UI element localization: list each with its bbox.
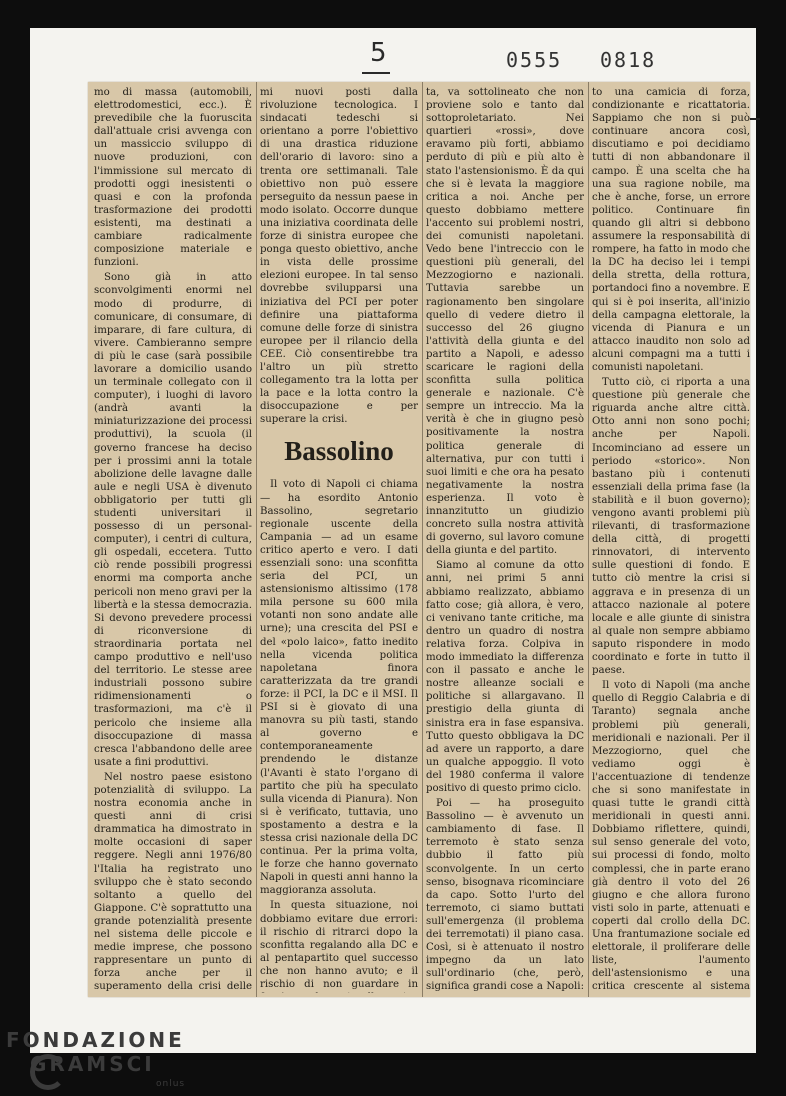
pencil-mark [750,118,760,120]
column-divider [422,82,423,997]
paragraph: Siamo al comune da otto anni, nei primi 5 anni abbiamo realizzato, abbiamo fatto cose; già allora, è vero, ci venivano tante critiche, ma dentro un quadro di nostra relativa forza. Colpiva in modo immediato la differenza con il passato e anche le nostre alleanze sociali e politiche si allargavano. Il prestigio della giunta di sinistra era in fase espansiva. Tutto questo obbligava la DC ad avere un rapporto, a dare un qualche appoggio. Il voto del 1980 conferma il valore positivo di questo primo ciclo. [426,560,584,794]
paragraph: Il voto di Napoli (ma anche quello di Reggio Calabria e di Taranto) segnala anche problemi più generali, meridionali e nazionali. Per il Mezzogiorno, quel che vediamo oggi è l'accentuazione di tendenze che si sono manifestate in quasi tutte le grandi città meridionali in questi anni. Dobbiamo riflettere, quindi, sul senso generale del voto, sui processi di fondo, molto complessi, che in parte erano già dentro il voto del 26 giugno e che allora furono visti solo in parte, attenuati e coperti dal crollo della DC. Una frantumazione sociale ed elettorale, il proliferare delle liste, l'aumento dell'astensionismo e una critica crescente al sistema [592,680,750,993]
paragraph: Tutto ciò, ci riporta a una questione più generale che riguarda anche altre città. Otto anni non sono pochi; anche per Napoli. Incominciano ad essere un periodo «storico». Non bastano più i contenuti essenziali della prima fase (la stabilità e il buon governo); vengono avanti problemi più rilevanti, di trasformazione della città, di progetti rinnovatori, di intervento sulle questioni di fondo. E tutto ciò mentre la crisi si aggrava e in presenza di un attacco nazionale al potere locale e alle giunte di sinistra al quale non sempre abbiamo saputo rispondere in modo coordinato e forte in tutto il paese. [592,377,750,677]
paragraph: mo di massa (automobili, elettrodomestici, ecc.). È prevedibile che la fuoruscita dall'attuale crisi avvenga con un massiccio sviluppo di nuove produzioni, con l'immissione sul mercato di prodotti oggi inesistenti o quasi e con la profonda trasformazione dei prodotti esistenti, ma destinati a cambiare radicalmente composizione materiale e funzioni. [94,87,252,269]
archive-sheet [30,28,756,1053]
logo-ring-icon [30,1054,66,1090]
underline-mark [362,72,390,74]
watermark-line-3: onlus [156,1079,186,1089]
article-column-1 [94,86,252,993]
article-column-4 [592,86,750,993]
watermark-line-1: FONDAZIONE [6,1028,185,1052]
fondazione-gramsci-watermark [6,1028,186,1089]
article-column-2 [260,86,418,993]
archive-code-second: 0818 [600,48,657,72]
paragraph: Poi — ha proseguito Bassolino — è avvenuto un cambiamento di fase. Il terremoto è stato senza dubbio il fatto più sconvolgente. In un certo senso, bisognava ricominciare da capo. Sotto l'urto del terremoto, ci siamo buttati sull'emergenza (il problema dei terremotati) il piano casa. Così, si è attenuato il nostro impegno da un lato sull'ordinario (che, però, significa grandi cose a Napoli: [426,798,584,993]
archive-code-first: 0555 [506,48,563,72]
paragraph: Nel nostro paese esistono potenzialità di sviluppo. La nostra economia anche in questi anni di crisi drammatica ha dimostrato in molte occasioni di saper reggere. Negli anni 1976/80 l'Italia ha registrato uno sviluppo che è stato secondo soltanto a quello del Giappone. C'è soprattutto una grande potenzialità presente nel sistema delle piccole e medie imprese, che possono rappresentare un punto di forza anche per il superamento della crisi delle [94,771,252,993]
handwritten-page-number: 5 [370,38,387,68]
paragraph: Sono già in atto sconvolgimenti enormi nel modo di produrre, di comunicare, di consumare, di imparare, di fare cultura, di vivere. Cambieranno sempre di più le case (sarà possibile lavorare a domicilio usando un terminale collegato con il computer), i luoghi di lavoro (andrà avanti la miniaturizzazione dei processi produttivi), la scuola (il governo francese ha deciso per i prossimi anni la totale abolizione delle lavagne dalle aule e negli USA è divenuto obbligatorio per tutti gli studenti universitari il possesso di un personal-computer), i centri di cultura, gli ospedali, eccetera. Tutto ciò rende possibili progressi enormi ma comporta anche pericoli non meno gravi per la libertà e la stessa democrazia. Si devono prevedere processi di riconversione di straordinaria portata nel campo produttivo e nell'uso del territorio. Le stesse aree industriali possono subire ridimensionamenti o trasformazioni, ma c'è il pericolo che insieme alla disoccupazione di massa cresca l'abbandono delle aree usate a fini produttivi. [94,272,252,768]
paragraph: Il voto di Napoli ci chiama — ha esordito Antonio Bassolino, segretario regionale uscente della Campania — ad un esame critico aperto e vero. I dati essenziali sono: una sconfitta seria del PCI, un astensionismo altissimo (178 mila persone su 600 mila votanti non sono andate alle urne); una crescita del PSI e del «polo laico», fatto inedito nella vicenda politica napoletana finora caratterizzata da tre grandi forze: il PCI, la DC e il MSI. Il PSI si è giovato di una manovra su più tasti, stando al governo e contemporaneamente prendendo le distanze (l'Avanti è stato l'organo di partito che più ha speculato sulla vicenda di Pianura). Non si è verificato, tuttavia, uno spostamento a destra e la stessa crisi nazionale della DC continua. Per la prima volta, le forze che hanno governato Napoli in questi anni hanno la maggioranza assoluta. [260,479,418,897]
section-headline-bassolino: Bassolino [284,436,394,467]
paragraph: In questa situazione, noi dobbiamo evitare due errori: il rischio di ritrarci dopo la sconfitta regalando alla DC e al pentapartito quel successo che non hanno avuto; e il rischio di non guardare in [260,900,418,990]
newspaper-clipping [88,82,750,997]
paragraph: ta, va sottolineato che non proviene solo e tanto dal sottoproletariato. Nei quartieri «rossi», dove eravamo più forti, abbiamo perduto di più e più alto è stato l'astensionismo. È da qui che si è levata la maggiore critica a noi. Anche per questo dobbiamo mettere l'accento sui problemi nostri, dei comunisti napoletani. Vedo bene l'intreccio con le questioni più generali, del Mezzogiorno e nazionali. Tuttavia sarebbe un ragionamento ben singolare quello di vedere dietro il successo del 26 giugno l'attività della giunta e del partito a Napoli, e adesso scaricare le ragioni della sconfitta sulla politica generale e nazionale. C'è sempre un intreccio. Ma la verità è che in giugno pesò positivamente la nostra politica generale di alternativa, pur con tutti i suoi limiti e che ora ha pesato negativamente la nostra esperienza. Il voto è innanzitutto un giudizio concreto sulla nostra attività di governo, sul lavoro comune della giunta e del partito. [426,87,584,557]
watermark-line-2: GRAMSCI [30,1052,155,1076]
column-divider [588,82,589,997]
paragraph: to una camicia di forza, condizionante e ricattatoria. Sappiamo che non si può continuare ancora così, discutiamo e poi decidiamo tutti di non abbandonare il campo. È una scelta che ha una sua ragione nobile, ma che è anche, forse, un errore politico. Continuare fin quando gli altri si debbono assumere la responsabilità di rompere, ha fatto in modo che la DC ha deciso lei i tempi della stretta, della rottura, portandoci fino a novembre. E qui si è poi inserita, all'inizio della campagna elettorale, la vicenda di Pianura e un attacco inaudito non solo ad alcuni compagni ma a tutti i comunisti napoletani. [592,87,750,373]
column-divider [256,82,257,997]
paragraph: mi nuovi posti dalla rivoluzione tecnologica. I sindacati tedeschi si orientano a porre l'obiettivo di una drastica riduzione dell'orario di lavoro: sino a trenta ore settimanali. Tale obiettivo non può essere perseguito da nessun paese in modo isolato. Occorre dunque una iniziativa coordinata delle forze di sinistra europee che ponga questo obiettivo, anche in vista delle prossime elezioni europee. In tal senso dovrebbe svilupparsi una iniziativa del PCI per poter definire una piattaforma comune delle forze di sinistra europee per il rilancio della CEE. Ciò consentirebbe tra l'altro un più stretto collegamento tra la lotta per la pace e la lotta contro la disoccupazione e per superare la crisi. [260,87,418,426]
article-column-3 [426,86,584,993]
